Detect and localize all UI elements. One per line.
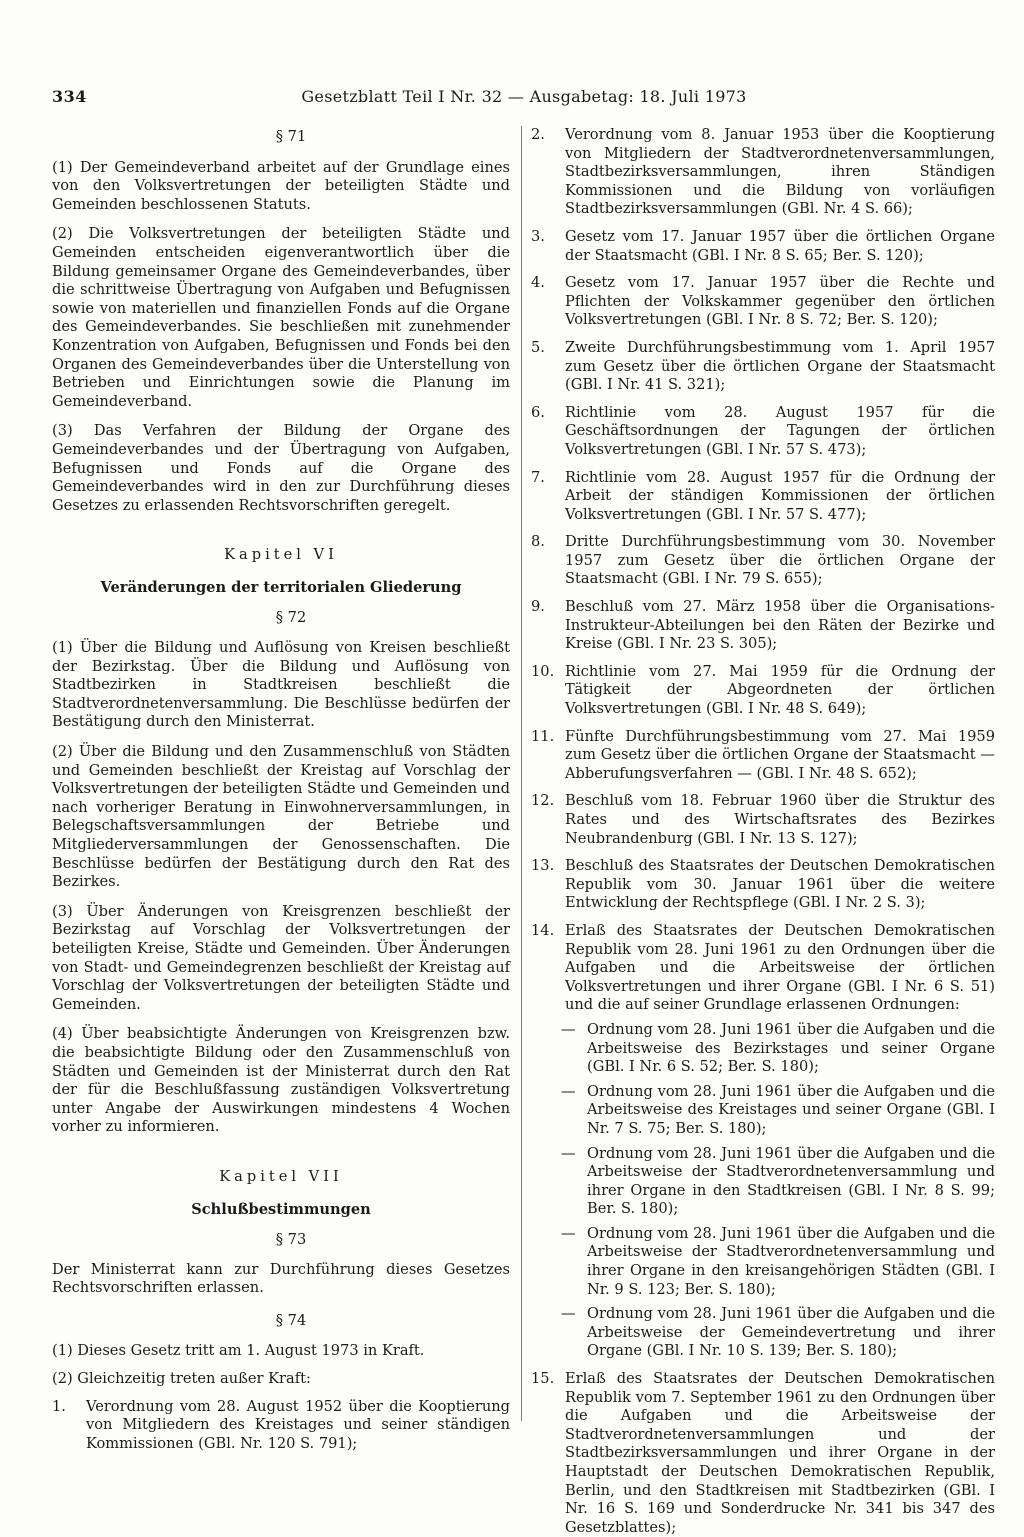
repealed-item <box>531 274 995 330</box>
repealed-item <box>531 404 995 460</box>
section-72-paragraph-2: (2) Über die Bildung und den Zusammenschluß von Städten und Gemeinden beschließt der Kreistag auf Vorschlag der Volksvertretungen der beteiligten Städte und Gemeinden und nach vorheriger Beratung in Einwohnerversammlungen, in Belegschaftsversammlungen der Betriebe und Mitgliederversammlungen der Genossenschaften. Die Beschlüsse bedürfen der Bestätigung durch den Rat des Bezirkes. <box>52 743 510 891</box>
repealed-item-text: Richtlinie vom 27. Mai 1959 für die Ordnung der Tätigkeit der Abgeordneten der örtlichen Volksvertretungen (GBl. I Nr. 48 S. 649); <box>565 662 995 718</box>
repealed-item-text: Richtlinie vom 28. August 1957 für die Ordnung der Arbeit der ständigen Kommissionen der örtlichen Volksvertretungen (GBl. I Nr. 57 S. 477); <box>565 468 995 523</box>
section-71-paragraph-2: (2) Die Volksvertretungen der beteiligten Städte und Gemeinden entscheiden eigenverantwortlich über die Bildung gemeinsamer Organe des Gemeindeverbandes, über die schrittweise Übertragung von Aufgaben und Befugnissen sowie von materiellen und finanziellen Fonds auf die Organe des Gemeindeverbandes. Sie beschließen mit zunehmender Konzentration von Aufgaben, Befugnissen und Fonds bei den Organen des Gemeindeverbandes über die Unterstellung von Betrieben und Einrichtungen sowie die Planung im Gemeindeverband. <box>52 225 510 410</box>
repealed-item-number: 6. <box>531 403 545 421</box>
repealed-item <box>531 728 995 784</box>
repealed-item-15 <box>531 1370 995 1537</box>
repealed-item-text: Dritte Durchführungsbestimmung vom 30. November 1957 zum Gesetz über die örtlichen Organe der Staatsmacht (GBl. I Nr. 79 S. 655); <box>565 533 995 588</box>
section-72-heading: § 72 <box>275 609 307 627</box>
ordinance-subitem-text: Ordnung vom 28. Juni 1961 über die Aufgaben und die Arbeitsweise der Gemeindevertretung und ihrer Organe (GBl. I Nr. 10 S. 139; Ber. S. 180); <box>587 1305 995 1360</box>
repealed-item <box>531 339 995 395</box>
ordinance-subitem-text: Ordnung vom 28. Juni 1961 über die Aufgaben und die Arbeitsweise des Bezirkstages und seiner Organe (GBl. I Nr. 6 S. 52; Ber. S. 180); <box>587 1020 995 1076</box>
ordinance-subitem-text: Ordnung vom 28. Juni 1961 über die Aufgaben und die Arbeitsweise der Stadtverordnetenversammlung und ihrer Organe in den kreisangehörigen Städten (GBl. I Nr. 9 S. 123; Ber. S. 180); <box>587 1224 995 1298</box>
repealed-item <box>531 533 995 589</box>
repealed-item-number: 12. <box>531 792 555 810</box>
chapter-6-label: Kapitel VI <box>224 546 338 564</box>
header-title-text: Gesetzblatt Teil I Nr. 32 — Ausgabetag: 18. Juli 1973 <box>301 87 747 106</box>
section-73-heading: § 73 <box>275 1231 307 1249</box>
dash-bullet: — <box>561 1305 576 1323</box>
repealed-item-1 <box>52 1398 510 1454</box>
ordinance-subitem-text: Ordnung vom 28. Juni 1961 über die Aufgaben und die Arbeitsweise des Kreistages und seiner Organe (GBl. I Nr. 7 S. 75; Ber. S. 180); <box>587 1082 995 1137</box>
repealed-item-text: Richtlinie vom 28. August 1957 für die Geschäftsordnungen der Tagungen der örtlichen Volksvertretungen (GBl. I Nr. 57 S. 473); <box>565 403 995 458</box>
repealed-item-number: 1. <box>52 1397 66 1415</box>
repealed-item-number: 9. <box>531 598 545 616</box>
chapter-6-title: Veränderungen der territorialen Gliederung <box>100 578 462 596</box>
ordinance-subitem <box>561 1225 995 1299</box>
repealed-item-number: 11. <box>531 727 555 745</box>
repealed-item-number: 13. <box>531 857 555 875</box>
section-73-paragraph-1: Der Ministerrat kann zur Durchführung dieses Gesetzes Rechtsvorschriften erlassen. <box>52 1260 510 1297</box>
chapter-7-label: Kapitel VII <box>219 1167 343 1185</box>
repealed-item-text: Fünfte Durchführungsbestimmung vom 27. Mai 1959 zum Gesetz über die örtlichen Organe der Staatsmacht — Abberufungsverfahren — (GBl. I Nr. 48 S. 652); <box>565 727 995 782</box>
ordinance-subitem-text: Ordnung vom 28. Juni 1961 über die Aufgaben und die Arbeitsweise der Stadtverordnetenversammlung und ihrer Organe in den Stadtkreisen (GBl. I Nr. 8 S. 99; Ber. S. 180); <box>587 1144 995 1218</box>
repealed-item-text: Erlaß des Staatsrates der Deutschen Demokratischen Republik vom 7. September 1961 zu den Ordnungen über die Aufgaben und die Arbeitsweise der Stadtverordnetenversammlungen und der Stadtbezirksversammlungen und ihrer Organe in der Hauptstadt der Deutschen Demokratischen Republik, Berlin, und den Stadtkreisen mit Stadtbezirken (GBl. I Nr. 16 S. 169 und Sonderdrucke Nr. 341 bis 347 des Gesetzblattes); <box>565 1370 995 1536</box>
repealed-item-number: 15. <box>531 1370 555 1388</box>
repealed-item <box>531 922 995 1015</box>
repealed-item-text: Erlaß des Staatsrates der Deutschen Demokratischen Republik vom 28. Juni 1961 zu den Ordnungen über die Aufgaben und die Arbeitsweise der örtlichen Volksvertretungen und ihrer Organe (GBl. I Nr. 6 S. 51) und die auf seiner Grundlage erlassenen Ordnungen: <box>565 921 995 1014</box>
page-header-title <box>0 87 1024 106</box>
dash-bullet: — <box>561 1082 576 1100</box>
repealed-items-list <box>531 126 995 1015</box>
ordinance-subitem <box>561 1021 995 1077</box>
repealed-item-text: Zweite Durchführungsbestimmung vom 1. April 1957 zum Gesetz über die örtlichen Organe der Staatsmacht (GBl. I Nr. 41 S. 321); <box>565 338 995 394</box>
repealed-item-text: Gesetz vom 17. Januar 1957 über die Rechte und Pflichten der Volkskammer gegenüber den örtlichen Volksvertretungen (GBl. I Nr. 8 S. 72; Ber. S. 120); <box>565 274 995 329</box>
repealed-item-number: 14. <box>531 921 555 939</box>
repealed-item-number: 4. <box>531 274 545 292</box>
column-divider <box>521 126 522 1421</box>
repealed-item-number: 10. <box>531 662 555 680</box>
repealed-item <box>531 598 995 654</box>
ordinance-sublist <box>531 1021 995 1361</box>
ordinance-subitem <box>561 1145 995 1219</box>
repealed-item-text: Verordnung vom 8. Januar 1953 über die Kooptierung von Mitgliedern der Stadtverordnetenversammlungen, Stadtbezirksversammlungen, ihren Ständigen Kommissionen und die Bildung von vorläufigen Stadtbezirksversammlungen (GBl. Nr. 4 S. 66); <box>565 126 995 218</box>
repealed-item <box>531 663 995 719</box>
section-74-paragraph-2: (2) Gleichzeitig treten außer Kraft: <box>52 1370 311 1388</box>
dash-bullet: — <box>561 1020 576 1038</box>
left-column <box>52 126 510 1453</box>
dash-bullet: — <box>561 1144 576 1162</box>
repealed-item <box>531 228 995 265</box>
section-71-paragraph-1: (1) Der Gemeindeverband arbeitet auf der Grundlage eines von den Volksvertretungen der beteiligten Städte und Gemeinden beschlossenen Statuts. <box>52 158 510 213</box>
repealed-item-number: 2. <box>531 126 545 143</box>
repealed-item-text: Beschluß des Staatsrates der Deutschen Demokratischen Republik vom 30. Januar 1961 über die weitere Entwicklung der Rechtspflege (GBl. I Nr. 2 S. 3); <box>565 857 995 912</box>
section-71-paragraph-3: (3) Das Verfahren der Bildung der Organe des Gemeindeverbandes und der Übertragung von Aufgaben, Befugnissen und Fonds auf die Organe des Gemeindeverbandes wird in den zur Durchführung dieses Gesetzes zu erlassenden Rechtsvorschriften geregelt. <box>52 422 510 514</box>
ordinance-subitem <box>561 1083 995 1139</box>
repealed-item <box>531 792 995 848</box>
section-74-heading: § 74 <box>275 1311 307 1329</box>
repealed-item-text: Beschluß vom 27. März 1958 über die Organisations-Instrukteur-Abteilungen bei den Räten der Bezirke und Kreise (GBl. I Nr. 23 S. 305); <box>565 598 995 653</box>
repealed-item <box>531 469 995 525</box>
chapter-7-title: Schlußbestimmungen <box>191 1200 371 1218</box>
right-column <box>531 126 995 1537</box>
repealed-item <box>531 126 995 219</box>
section-72-paragraph-4: (4) Über beabsichtigte Änderungen von Kreisgrenzen bzw. die beabsichtigte Bildung oder den Zusammenschluß von Städten und Gemeinden ist der Ministerrat durch den Rat der für die Beschlußfassung zuständigen Volksvertretung unter Angabe der Auswirkungen mindestens 4 Wochen vorher zu informieren. <box>52 1025 510 1136</box>
repealed-item-number: 5. <box>531 338 545 356</box>
repealed-item-number: 3. <box>531 227 545 245</box>
repealed-item-text: Verordnung vom 28. August 1952 über die Kooptierung von Mitgliedern des Kreistages und seiner ständigen Kommissionen (GBl. Nr. 120 S. 791); <box>86 1397 510 1452</box>
repealed-item-number: 8. <box>531 533 545 551</box>
section-71-heading: § 71 <box>275 128 307 145</box>
repealed-item-text: Gesetz vom 17. Januar 1957 über die örtlichen Organe der Staatsmacht (GBl. I Nr. 8 S. 65; Ber. S. 120); <box>565 227 995 264</box>
ordinance-subitem <box>561 1305 995 1361</box>
section-72-paragraph-1: (1) Über die Bildung und Auflösung von Kreisen beschließt der Bezirkstag. Über die Bildung und Auflösung von Stadtbezirken in Stadtkreisen beschließt die Stadtverordnetenversammlung. Die Beschlüsse bedürfen der Bestätigung durch den Ministerrat. <box>52 639 510 731</box>
repealed-item-text: Beschluß vom 18. Februar 1960 über die Struktur des Rates und des Wirtschaftsrates des Bezirkes Neubrandenburg (GBl. I Nr. 13 S. 127); <box>565 792 995 847</box>
repealed-item <box>531 857 995 913</box>
dash-bullet: — <box>561 1224 576 1242</box>
repealed-item-number: 7. <box>531 468 545 486</box>
section-72-paragraph-3: (3) Über Änderungen von Kreisgrenzen beschließt der Bezirkstag auf Vorschlag der Volksvertretungen der beteiligten Kreise, Städte und Gemeinden. Über Änderungen von Stadt- und Gemeindegrenzen beschließt der Kreistag auf Vorschlag der Volksvertretungen der beteiligten Städte und Gemeinden. <box>52 902 510 1013</box>
page-number: 334 <box>52 87 87 106</box>
section-74-paragraph-1: (1) Dieses Gesetz tritt am 1. August 1973 in Kraft. <box>52 1342 425 1360</box>
